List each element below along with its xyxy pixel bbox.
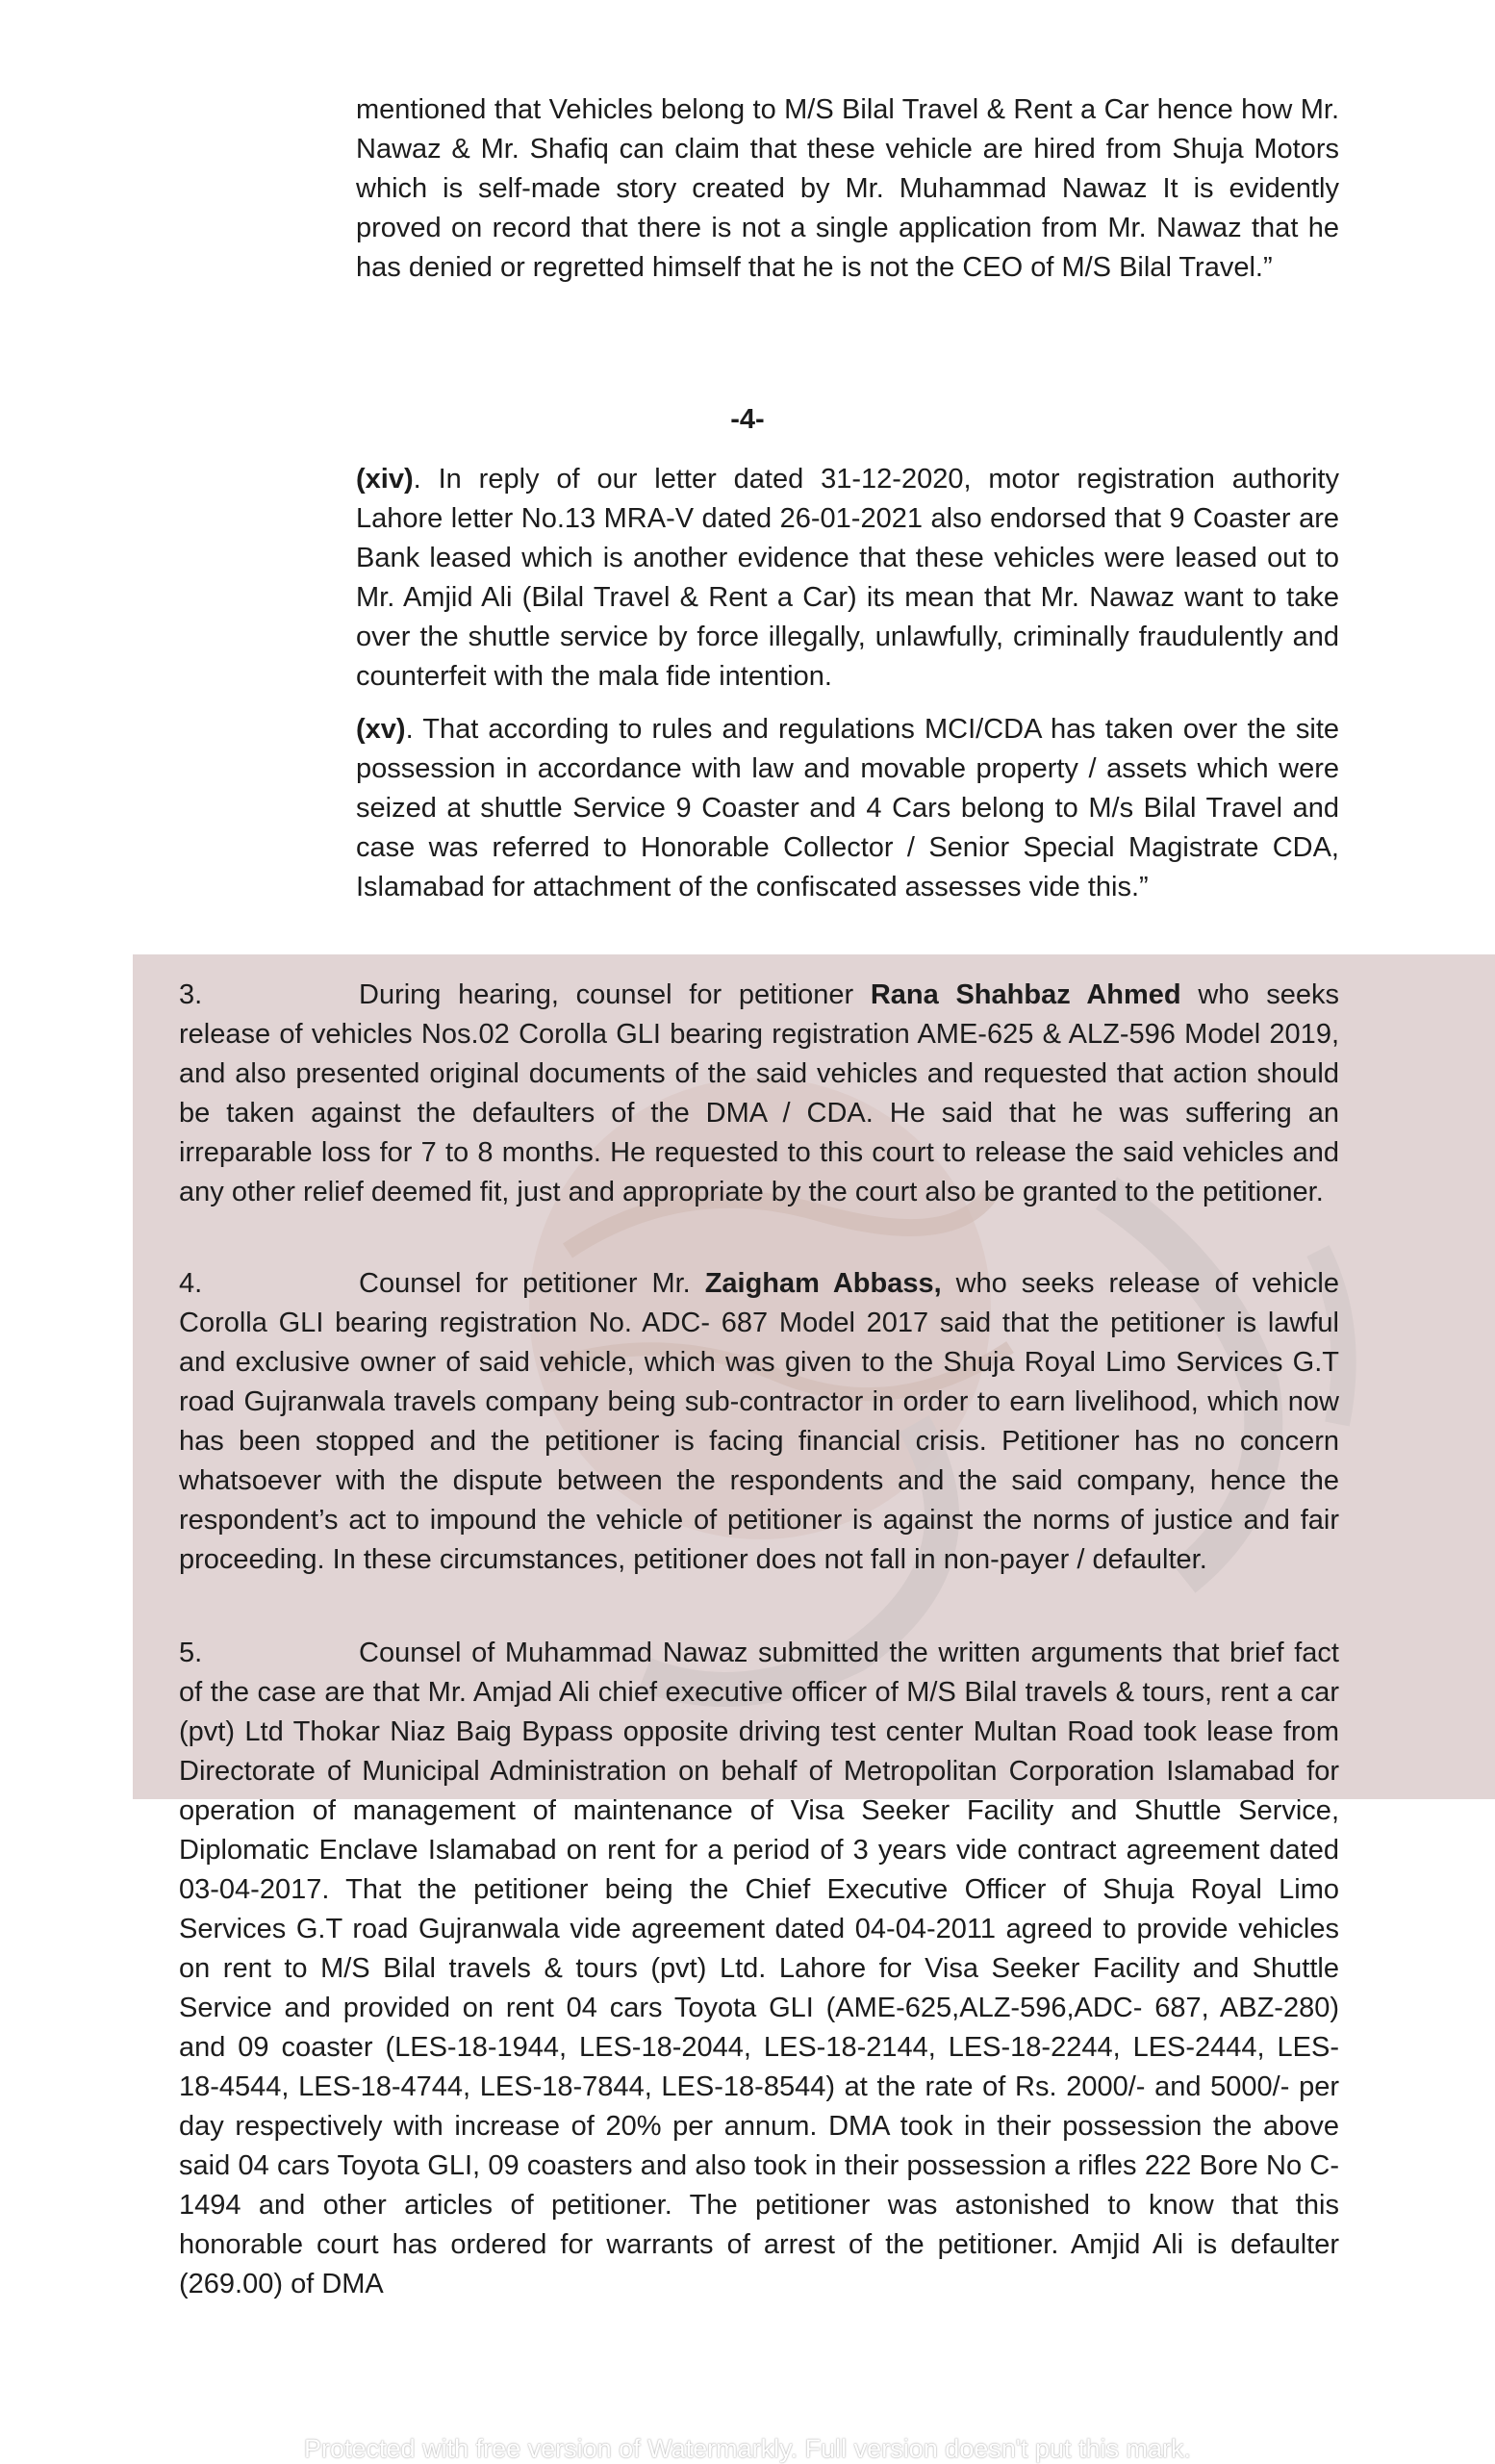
item-xiv-paragraph <box>356 460 1339 697</box>
paragraph-5-text: Counsel of Muhammad Nawaz submitted the written arguments that brief fact of the case are that Mr. Amjad Ali chief executive officer of M/S Bilal travels & tours, rent a car (pvt) Ltd Thokar Niaz Baig Bypass opposite driving test center Multan Road took lease from Directorate of Municipal Administration on behalf of Metropolitan Corporation Islamabad for operation of management of maintenance of Visa Seeker Facility and Shuttle Service, Diplomatic Enclave Islamabad on rent for a period of 3 years vide contract agreement dated 03-04-2017. That the petitioner being the Chief Executive Officer of Shuja Royal Limo Services G.T road Gujranwala vide agreement dated 04-04-2011 agreed to provide vehicles on rent to M/S Bilal travels & tours (pvt) Ltd. Lahore for Visa Seeker Facility and Shuttle Service and provided on rent 04 cars Toyota GLI (AME-625,ALZ-596,ADC- 687, ABZ-280) and 09 coaster (LES-18-1944, LES-18-2044, LES-18-2144, LES-18-2244, LES-2444, LES-18-4544, LES-18-4744, LES-18-7844, LES-18-8544) at the rate of Rs. 2000/- and 5000/- per day respectively with increase of 20% per annum. DMA took in their possession the above said 04 cars Toyota GLI, 09 coasters and also took in their possession a rifles 222 Bore No C- 1494 and other articles of petitioner. The petitioner was astonished to know that this honorable court has ordered for warrants of arrest of the petitioner. Amjid Ali is defaulter (269.00) of DMA <box>179 1638 1339 2299</box>
paragraph-4-text-after: who seeks release of vehicle Corolla GLI bearing registration No. ADC- 687 Model 2017 said that the petitioner is lawful and exclusive owner of said vehicle, which was given to the Shuja Royal Limo Services G.T road Gujranwala travels company being sub-contractor in order to earn livelihood, which now has been stopped and the petitioner is facing financial crisis. Petitioner has no concern whatsoever with the dispute between the respondents and the said company, hence the respondent’s act to impound the vehicle of petitioner is against the norms of justice and fair proceeding. In these circumstances, petitioner does not fall in non-payer / defaulter. <box>179 1268 1340 1575</box>
page-marker: -4- <box>730 404 765 435</box>
paragraph-3-text-before: During hearing, counsel for petitioner <box>359 979 871 1010</box>
paragraph-5 <box>179 1634 1339 2304</box>
paragraph-3 <box>179 976 1339 1212</box>
paragraph-5-number: 5. <box>179 1638 203 1668</box>
paragraph-4-number: 4. <box>179 1268 203 1299</box>
footer-watermark: Protected with free version of Watermarkly. Full version doesn't put this mark. <box>304 2434 1191 2463</box>
paragraph-4 <box>179 1264 1339 1580</box>
paragraph-4-text-before: Counsel for petitioner Mr. <box>359 1268 705 1299</box>
paragraph-4-petitioner-name: Zaigham Abbass, <box>704 1268 942 1299</box>
quote-tail-paragraph <box>356 90 1339 288</box>
paragraph-3-text-after: who seeks release of vehicles Nos.02 Corolla GLI bearing registration AME-625 & ALZ-596 Model 2019, and also presented original documents of the said vehicles and requested that action should be taken against the defaulters of the DMA / CDA. He said that he was suffering an irreparable loss for 7 to 8 months. He requested to this court to release the said vehicles and any other relief deemed fit, just and appropriate by the court also be granted to the petitioner. <box>179 979 1339 1207</box>
item-xiv-label: (xiv) <box>356 464 414 495</box>
paragraph-3-number: 3. <box>179 979 203 1010</box>
item-xv-paragraph <box>356 710 1339 907</box>
paragraph-3-petitioner-name: Rana Shahbaz Ahmed <box>870 979 1181 1010</box>
item-xv-label: (xv) <box>356 714 406 745</box>
item-xiv-text: . In reply of our letter dated 31-12-2020, motor registration authority Lahore letter No.13 MRA-V dated 26-01-2021 also endorsed that 9 Coaster are Bank leased which is another evidence that these vehicles were leased out to Mr. Amjid Ali (Bilal Travel & Rent a Car) its mean that Mr. Nawaz want to take over the shuttle service by force illegally, unlawfully, criminally fraudulently and counterfeit with the mala fide intention. <box>356 464 1339 692</box>
quote-tail-text: mentioned that Vehicles belong to M/S Bilal Travel & Rent a Car hence how Mr. Nawaz & Mr. Shafiq can claim that these vehicle are hired from Shuja Motors which is self-made story created by Mr. Muhammad Nawaz It is evidently proved on record that there is not a single application from Mr. Nawaz that he has denied or regretted himself that he is not the CEO of M/S Bilal Travel.” <box>356 94 1339 283</box>
item-xv-text: . That according to rules and regulations MCI/CDA has taken over the site possession in accordance with law and movable property / assets which were seized at shuttle Service 9 Coaster and 4 Cars belong to M/s Bilal Travel and case was referred to Honorable Collector / Senior Special Magistrate CDA, Islamabad for attachment of the confiscated assesses vide this.” <box>356 714 1339 902</box>
